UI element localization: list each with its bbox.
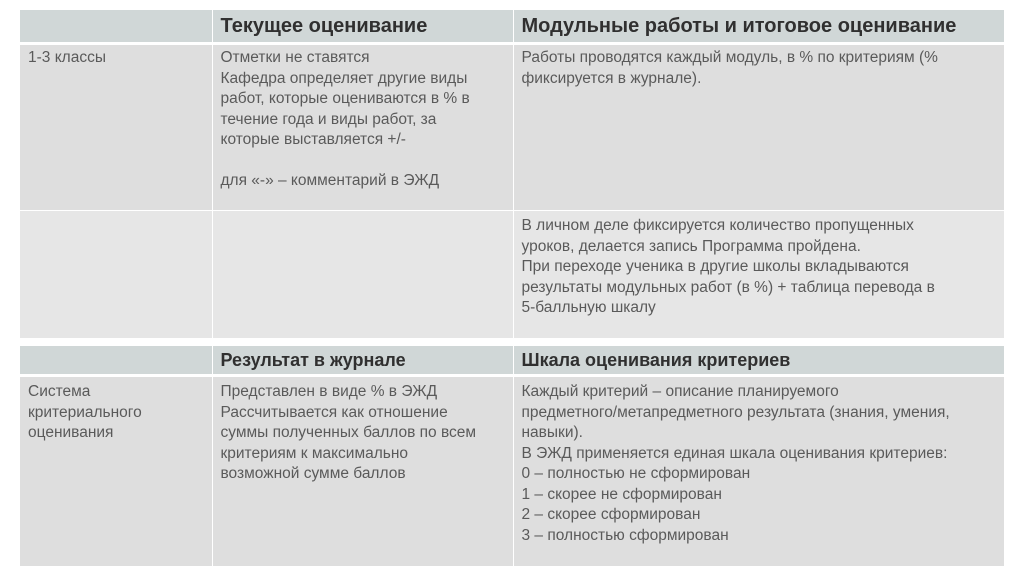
text-line: фиксируется в журнале).	[521, 69, 702, 87]
journal-result-cell	[212, 376, 513, 567]
text-line: При переходе ученика в другие школы вкладываются	[521, 258, 909, 275]
text-line: Рассчитывается как отношение	[220, 403, 448, 421]
text-line: предметного/метапредметного результата (знания, умения,	[521, 403, 950, 421]
header-empty	[20, 10, 212, 44]
row-label-criteria-system	[20, 376, 212, 567]
table-header-row	[20, 346, 1004, 376]
table-row	[20, 211, 1004, 339]
text-line: уроков, делается запись Программа пройдена.	[521, 237, 861, 255]
text-line: В личном деле фиксируется количество пропущенных	[521, 217, 914, 234]
text-line: В ЭЖД применяется единая шкала оценивания критериев:	[521, 444, 948, 462]
text-line: Работы проводятся каждый модуль, в % по критериям (%	[521, 49, 938, 66]
text-line: оценивания	[28, 424, 114, 441]
text-line: Каждый критерий – описание планируемого	[521, 383, 839, 400]
text-line: Система	[28, 383, 91, 400]
spacer	[221, 151, 505, 172]
table-row	[20, 376, 1004, 567]
header-criteria-scale: Шкала оценивания критериев	[513, 346, 1004, 376]
row-label-empty	[20, 211, 212, 339]
text-line: Представлен в виде % в ЭЖД	[220, 383, 438, 400]
header-journal-result: Результат в журнале	[212, 346, 513, 376]
assessment-table-bottom	[20, 346, 1004, 567]
text-line: результаты модульных работ (в %) + таблица перевода в	[521, 278, 935, 296]
header-current-assessment: Текущее оценивание	[212, 10, 513, 44]
modular-assessment-cell	[513, 44, 1004, 211]
text-line: критериям к максимально	[220, 444, 409, 462]
scale-level-3: 3 – полностью сформирован	[521, 526, 729, 544]
scale-level-0: 0 – полностью не сформирован	[521, 465, 751, 482]
text-line: 5-балльную шкалу	[521, 299, 656, 316]
text-line: которые выставляется +/-	[220, 131, 406, 148]
current-assessment-cell	[212, 44, 513, 211]
text-line: навыки).	[521, 424, 583, 441]
criteria-scale-cell	[513, 376, 1004, 567]
row-label-grades-1-3: 1-3 классы	[20, 44, 212, 211]
text-line: работ, которые оцениваются в % в	[220, 90, 470, 107]
header-empty	[20, 346, 212, 376]
header-modular-final-assessment: Модульные работы и итоговое оценивание	[513, 10, 1004, 44]
table-row	[20, 44, 1004, 211]
final-record-cell	[513, 211, 1004, 339]
assessment-table-top	[20, 10, 1004, 339]
scale-level-2: 2 – скорее сформирован	[521, 506, 701, 523]
scale-level-1: 1 – скорее не сформирован	[521, 485, 722, 503]
comment-note: для «-» – комментарий в ЭЖД	[220, 172, 440, 189]
table-header-row	[20, 10, 1004, 44]
text-line: суммы полученных баллов по всем	[220, 424, 477, 441]
current-assessment-cell-empty	[212, 211, 513, 339]
text-line: критериального	[28, 403, 142, 421]
text-line: Кафедра определяет другие виды	[220, 69, 468, 87]
text-line: течение года и виды работ, за	[220, 110, 437, 128]
text-line: возможной сумме баллов	[220, 465, 406, 482]
text-line: Отметки не ставятся	[220, 49, 370, 66]
